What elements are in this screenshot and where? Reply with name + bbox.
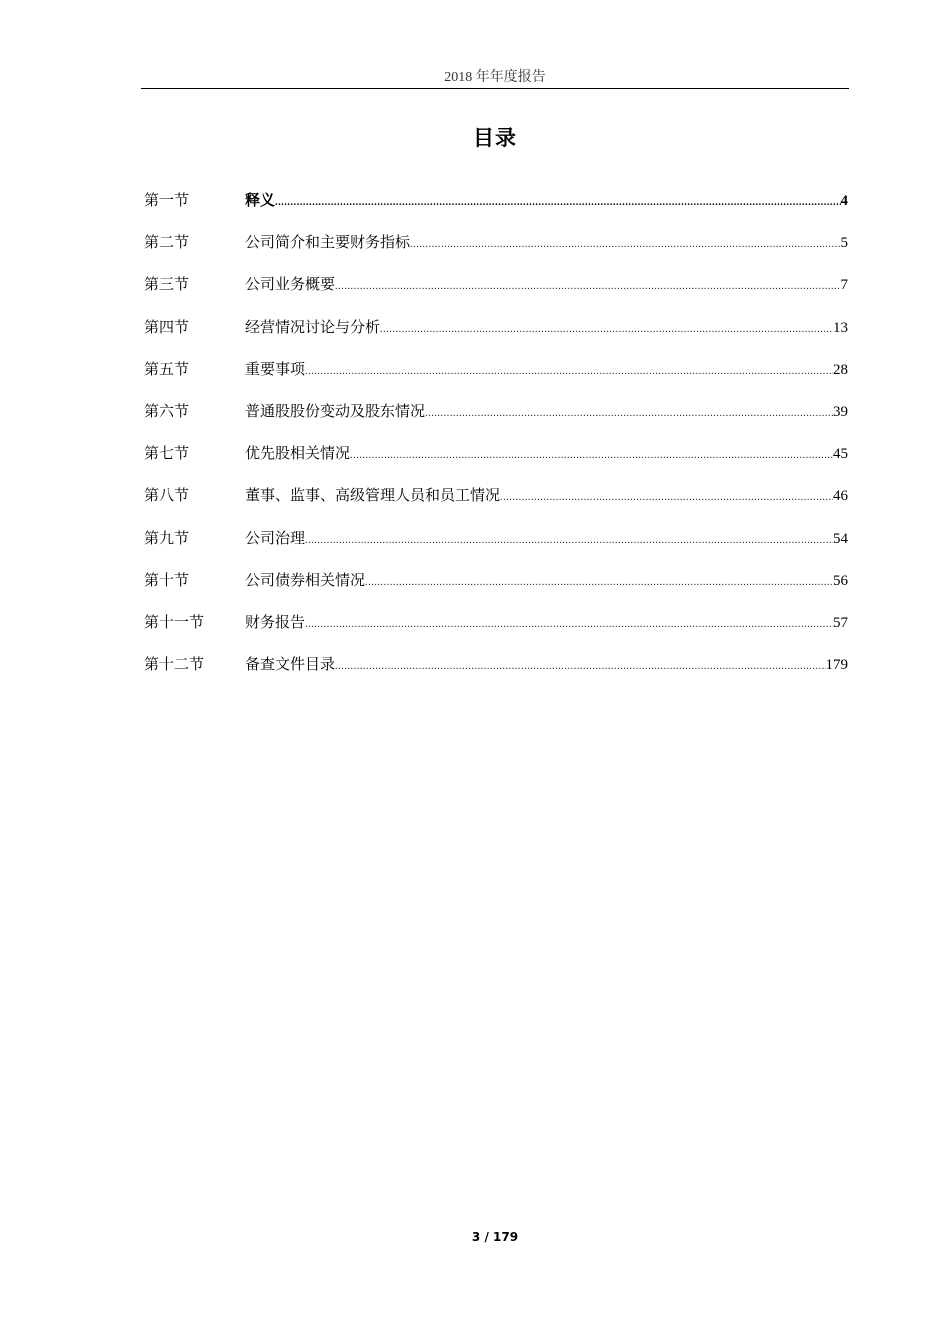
toc-page-number: 45 xyxy=(833,446,848,463)
toc-leader-dots xyxy=(380,316,833,344)
toc-page-number: 5 xyxy=(840,235,848,252)
toc-leader-dots xyxy=(365,569,833,597)
toc-section-title: 释义 xyxy=(245,191,276,209)
toc-page-number: 4 xyxy=(840,193,848,209)
page-indicator: 3 / 179 xyxy=(471,1230,519,1244)
page-title: 目录 xyxy=(473,126,517,150)
toc-page-number: 57 xyxy=(833,614,848,631)
toc-section-number: 第八节 xyxy=(144,486,190,505)
toc-section-title: 经营情况讨论与分析 xyxy=(245,317,381,336)
toc-leader-dots xyxy=(305,358,833,386)
table-of-contents xyxy=(144,186,848,692)
toc-section-title: 优先股相关情况 xyxy=(245,444,351,463)
running-header: 2018 年年度报告 xyxy=(444,70,546,85)
toc-entry[interactable] xyxy=(144,650,848,692)
toc-leader-dots xyxy=(410,231,840,259)
toc-page-number: 179 xyxy=(825,657,848,674)
toc-page-number: 56 xyxy=(833,572,848,589)
toc-page-number: 7 xyxy=(840,277,848,294)
toc-section-title: 公司治理 xyxy=(245,528,306,547)
toc-section-title: 董事、监事、高级管理人员和员工情况 xyxy=(245,486,501,505)
toc-section-number: 第十二节 xyxy=(144,655,205,674)
toc-entry[interactable] xyxy=(144,228,848,270)
toc-section-number: 第六节 xyxy=(144,401,190,420)
toc-page-number: 46 xyxy=(833,488,848,505)
toc-leader-dots xyxy=(335,273,840,301)
toc-section-number: 第七节 xyxy=(144,444,190,463)
toc-leader-dots xyxy=(305,527,833,555)
toc-leader-dots xyxy=(335,653,825,681)
toc-page-number: 39 xyxy=(833,403,848,420)
toc-section-number: 第二节 xyxy=(144,233,190,252)
toc-leader-dots xyxy=(500,484,833,512)
toc-entry[interactable] xyxy=(144,397,848,439)
header-divider xyxy=(141,88,849,89)
toc-entry[interactable] xyxy=(144,439,848,481)
toc-section-number: 第一节 xyxy=(144,191,190,209)
toc-section-number: 第九节 xyxy=(144,528,190,547)
toc-section-title: 公司债券相关情况 xyxy=(245,570,366,589)
toc-section-title: 备查文件目录 xyxy=(245,655,336,674)
toc-leader-dots xyxy=(350,442,833,470)
toc-section-number: 第三节 xyxy=(144,275,190,294)
toc-leader-dots xyxy=(305,611,833,639)
toc-section-title: 公司简介和主要财务指标 xyxy=(245,233,411,252)
toc-leader-dots xyxy=(425,400,833,428)
toc-entry[interactable] xyxy=(144,270,848,312)
toc-section-title: 财务报告 xyxy=(245,612,306,631)
toc-page-number: 28 xyxy=(833,361,848,378)
toc-section-number: 第十一节 xyxy=(144,612,205,631)
toc-section-title: 普通股股份变动及股东情况 xyxy=(245,401,426,420)
toc-entry[interactable] xyxy=(144,355,848,397)
toc-entry[interactable] xyxy=(144,608,848,650)
toc-section-number: 第五节 xyxy=(144,359,190,378)
toc-section-number: 第十节 xyxy=(144,570,190,589)
toc-section-title: 重要事项 xyxy=(245,359,306,378)
toc-section-number: 第四节 xyxy=(144,317,190,336)
toc-leader-dots xyxy=(275,189,840,217)
toc-page-number: 54 xyxy=(833,530,848,547)
toc-page-number: 13 xyxy=(833,319,848,336)
toc-section-title: 公司业务概要 xyxy=(245,275,336,294)
toc-entry[interactable] xyxy=(144,566,848,608)
toc-entry[interactable] xyxy=(144,313,848,355)
toc-entry[interactable] xyxy=(144,186,848,228)
toc-entry[interactable] xyxy=(144,481,848,523)
toc-entry[interactable] xyxy=(144,524,848,566)
